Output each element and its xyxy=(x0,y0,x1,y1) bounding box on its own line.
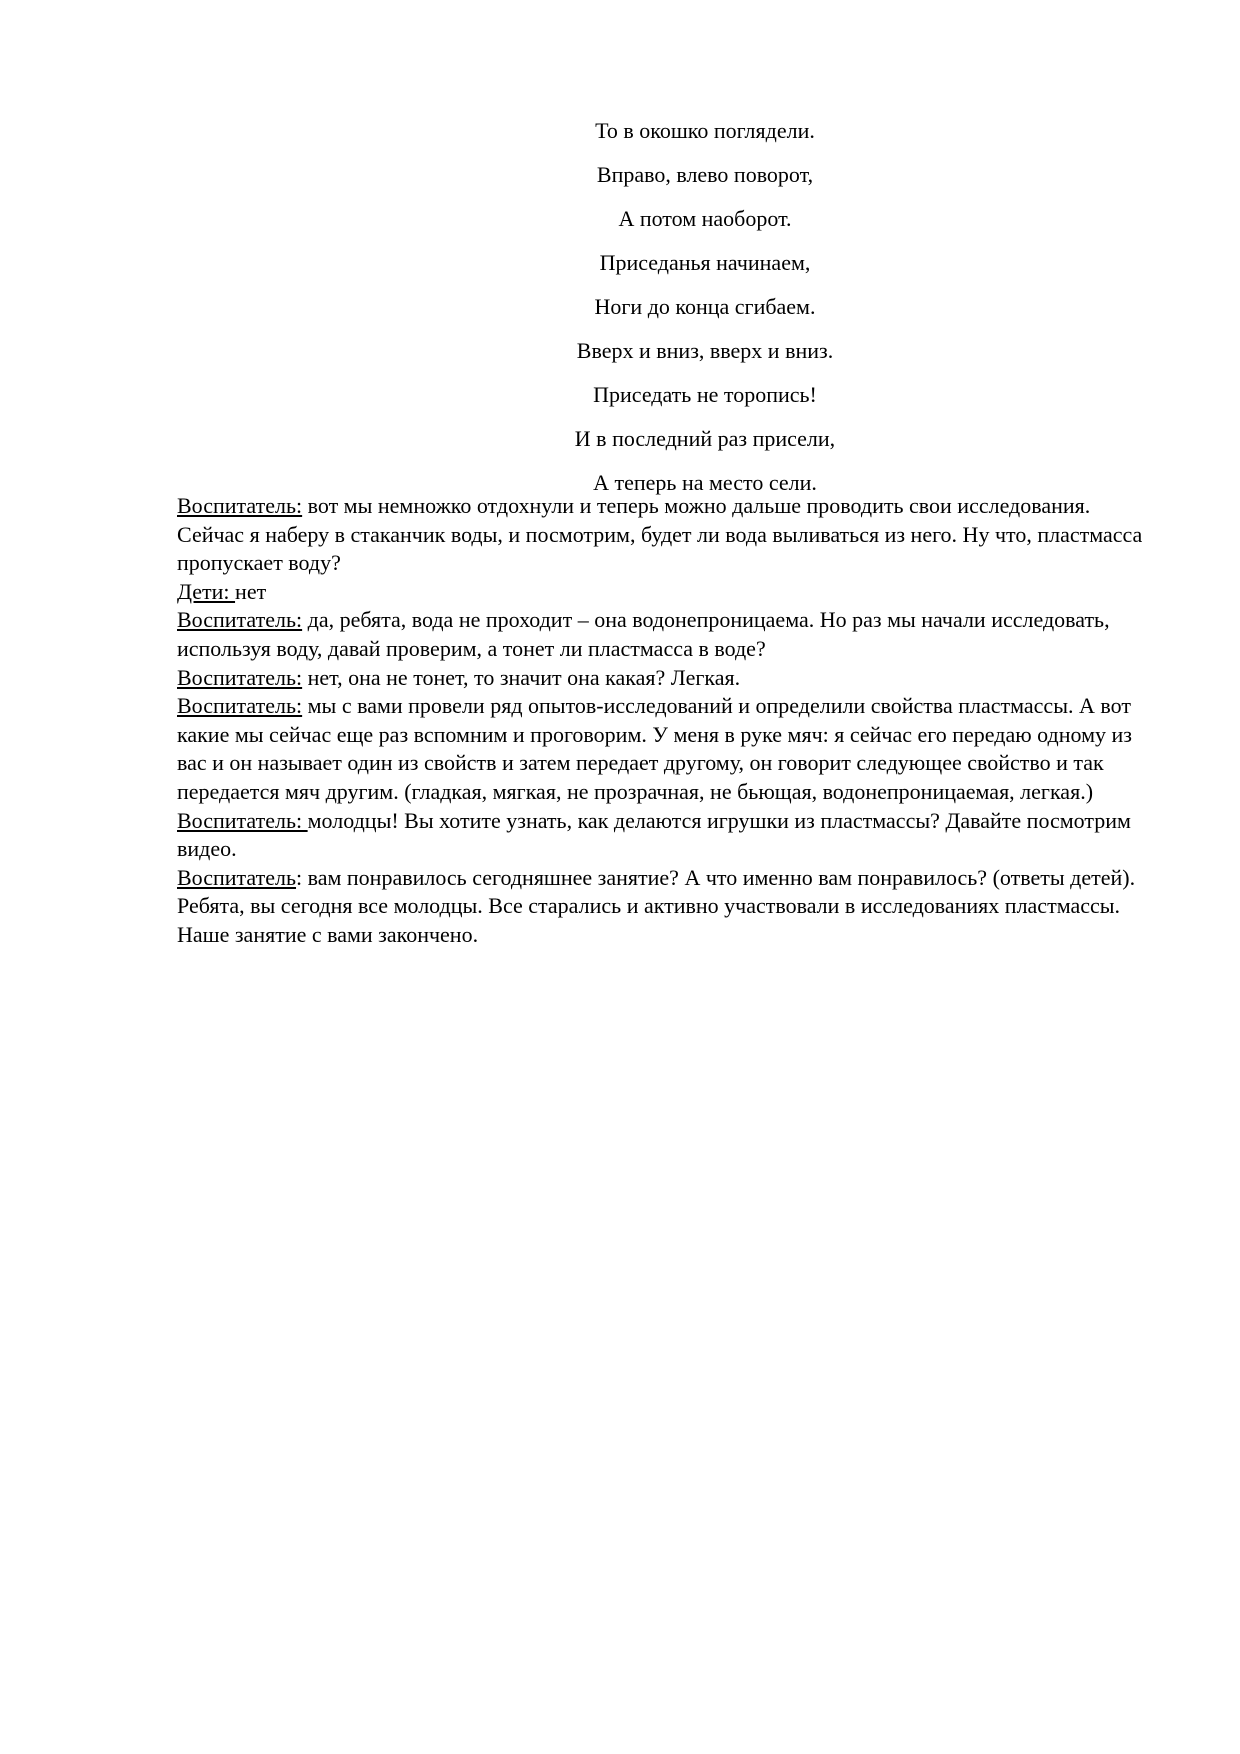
speaker-label: Воспитатель: xyxy=(177,607,303,633)
speaker-label: Дети: xyxy=(177,578,236,604)
dialogue-paragraph xyxy=(177,692,1157,806)
dialogue-paragraph xyxy=(177,606,1157,663)
dialogue xyxy=(177,492,1157,950)
dialogue-paragraph xyxy=(177,578,1157,607)
paragraph-text: молодцы! Вы хотите узнать, как делаются игрушки из пластмассы? Давайте посмотрим видео. xyxy=(177,807,1131,862)
speaker-label: Воспитатель: xyxy=(177,693,303,719)
dialogue-paragraph xyxy=(177,864,1157,950)
paragraph-text: да, ребята, вода не проходит – она водонепроницаема. Но раз мы начали исследовать, используя воду, давай проверим, а тонет ли пластмасса в воде? xyxy=(177,607,1110,661)
poem-line: Ноги до конца сгибаем. xyxy=(594,294,816,319)
dialogue-paragraph xyxy=(177,664,1157,693)
paragraph-text: : вам понравилось сегодняшнее занятие? А что именно вам понравилось? (ответы детей). Ребята, вы сегодня все молодцы. Все старались и активно участвовали в исследованиях пластмассы. Наше занятие с вами закончено. xyxy=(177,864,1136,947)
poem xyxy=(420,116,990,512)
paragraph-text: нет, она не тонет, то значит она какая? Легкая. xyxy=(302,664,741,690)
speaker-label: Воспитатель: xyxy=(177,493,303,518)
poem-line: Вверх и вниз, вверх и вниз. xyxy=(576,338,834,363)
poem-line: Вправо, влево поворот, xyxy=(596,162,814,187)
poem-line: А теперь на место сели. xyxy=(593,470,817,495)
dialogue-paragraph xyxy=(177,807,1157,864)
poem-line: А потом наоборот. xyxy=(618,206,792,231)
poem-line: Приседать не торопись! xyxy=(593,382,817,407)
poem-line: То в окошко поглядели. xyxy=(595,118,815,143)
poem-line: Приседанья начинаем, xyxy=(599,250,811,275)
paragraph-text: мы с вами провели ряд опытов-исследований и определили свойства пластмассы. А вот какие мы сейчас еще раз вспомним и проговорим. У меня в руке мяч: я сейчас его передаю одному из вас и он называет один из свойств и затем передает другому, он говорит следующее свойство и так передается мяч другим. (гладкая, мягкая, не прозрачная, не бьющая, водонепроницаемая, легкая.) xyxy=(177,693,1132,804)
paragraph-text: вот мы немножко отдохнули и теперь можно дальше проводить свои исследования. Сейчас я наберу в стаканчик воды, и посмотрим, будет ли вода выливаться из него. Ну что, пластмасса пропускает воду? xyxy=(177,493,1143,576)
poem-line: И в последний раз присели, xyxy=(574,426,836,451)
paragraph-text: нет xyxy=(235,578,267,604)
speaker-label: Воспитатель xyxy=(177,864,297,890)
speaker-label: Воспитатель: xyxy=(177,664,303,690)
speaker-label: Воспитатель: xyxy=(177,807,308,833)
dialogue-paragraph xyxy=(177,492,1157,578)
